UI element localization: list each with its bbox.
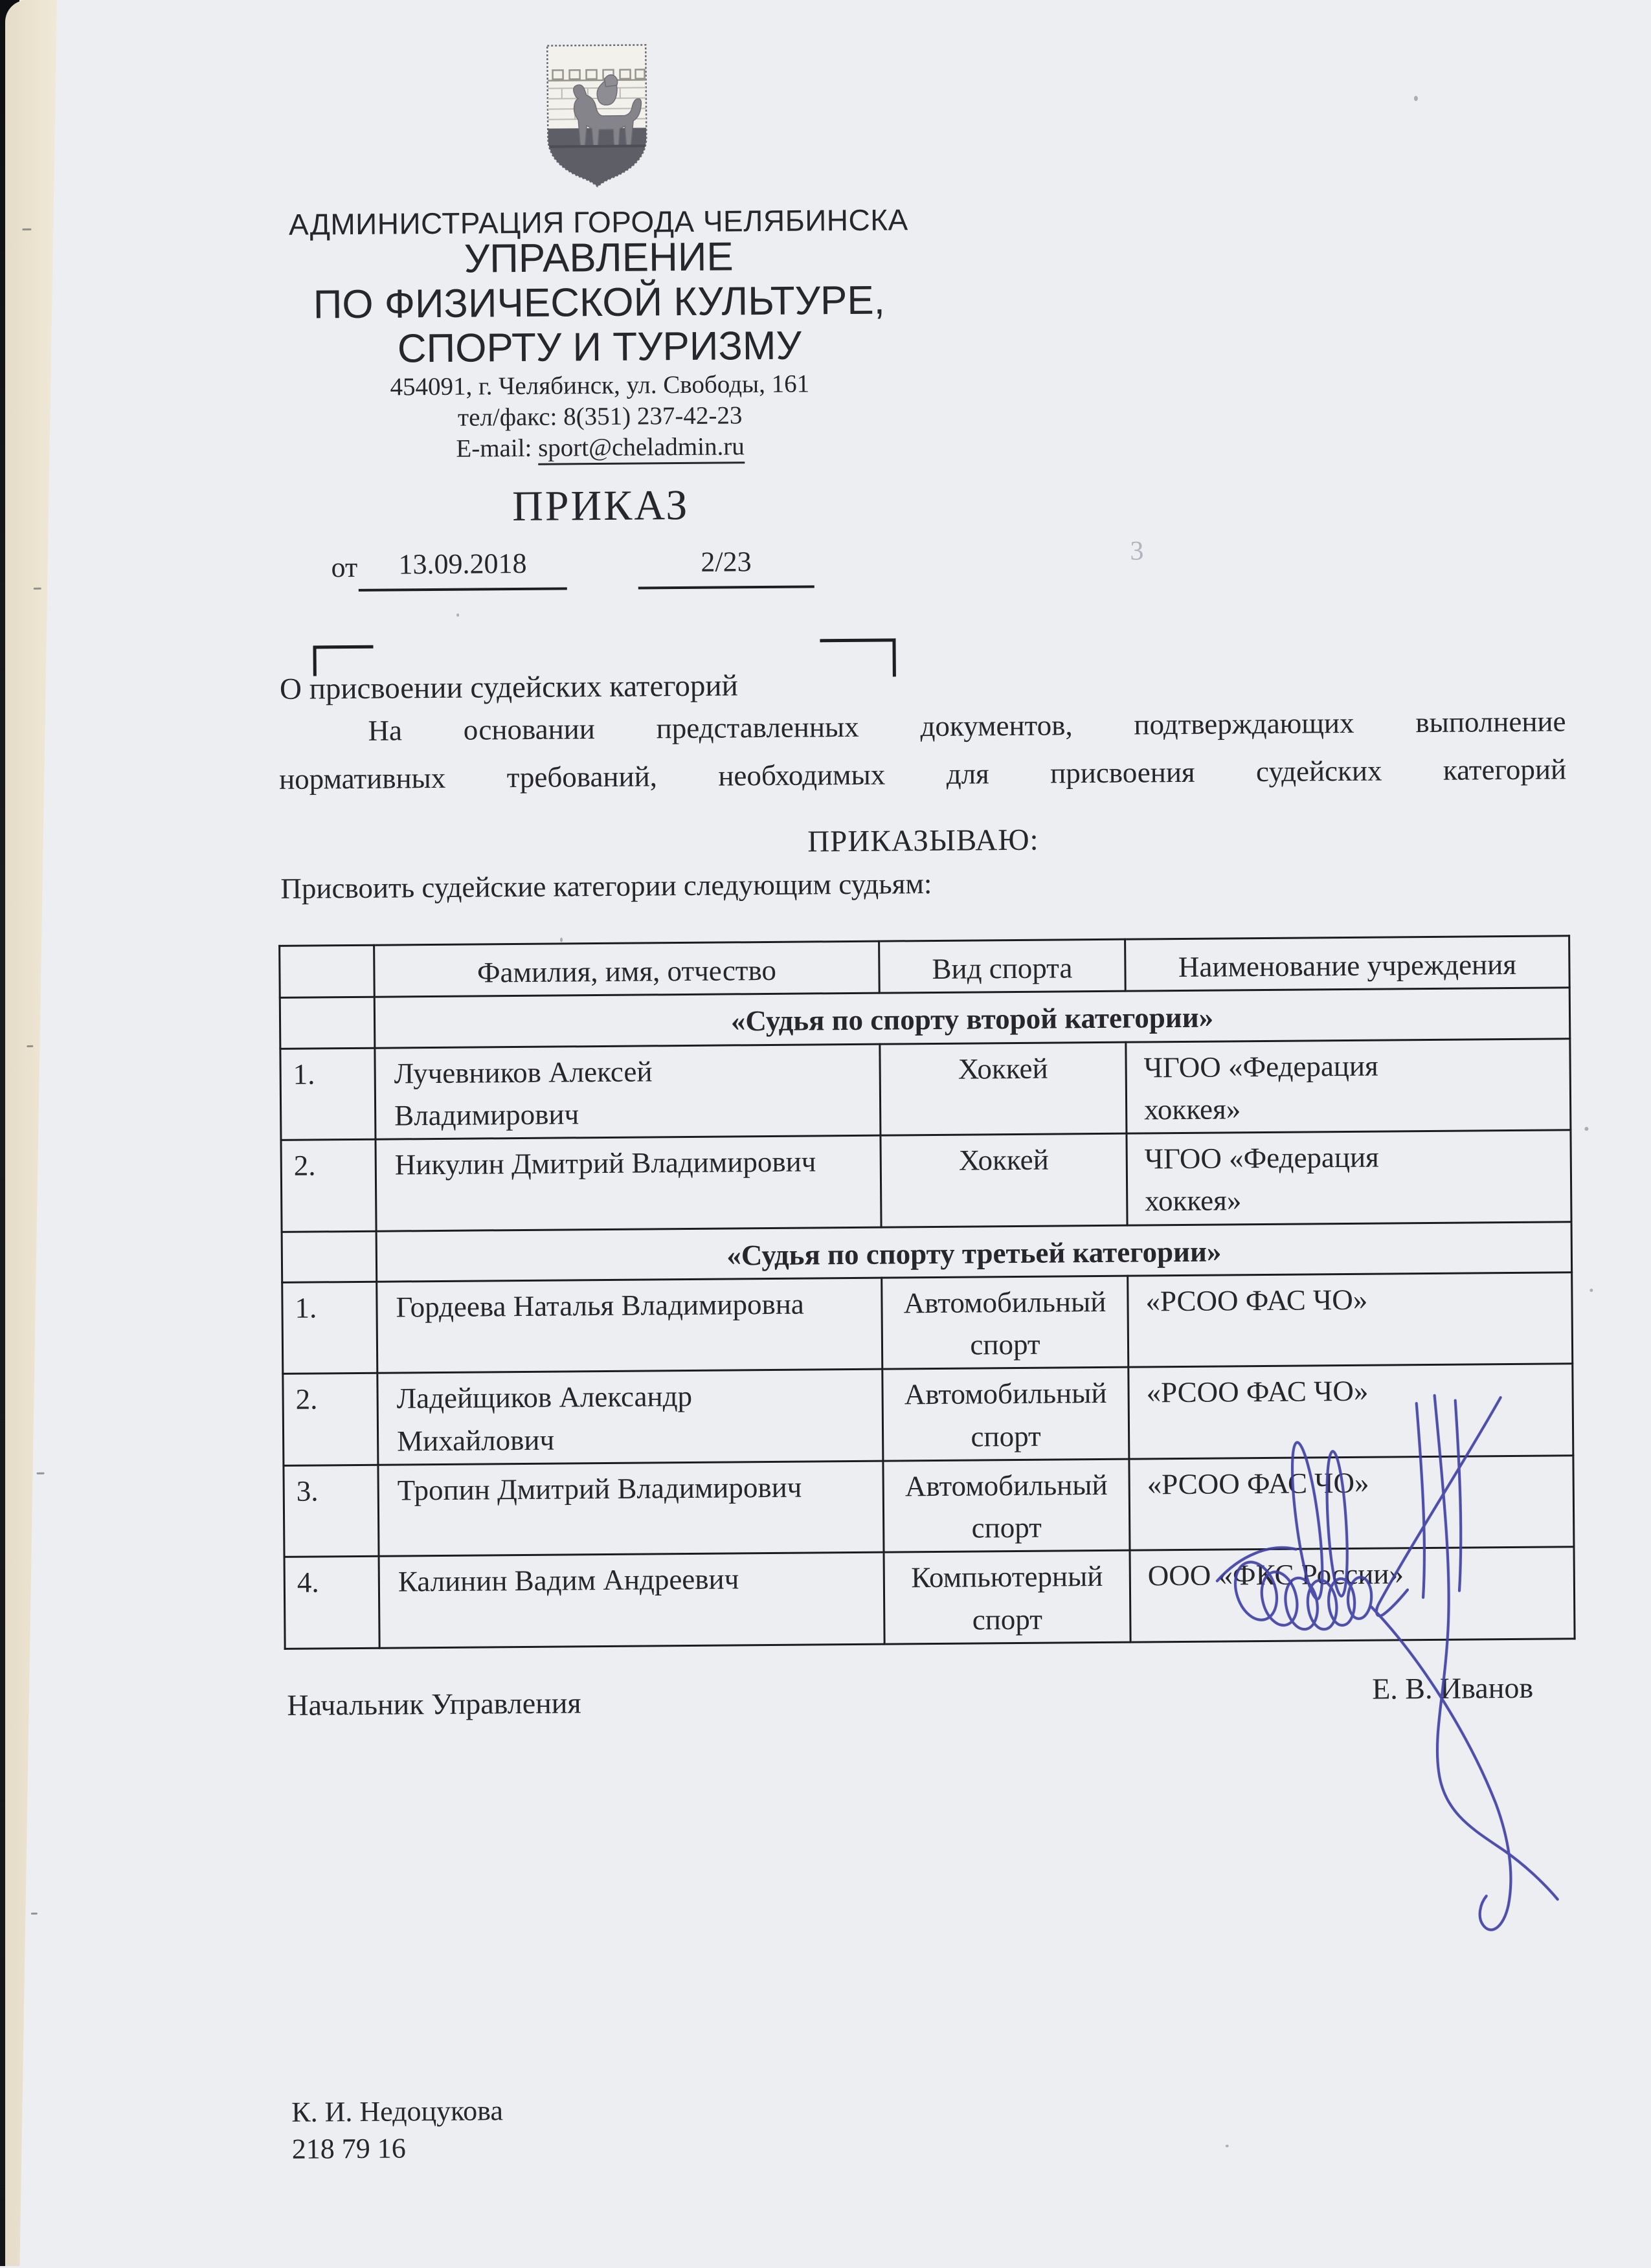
table-header-name: Фамилия, имя, отчество xyxy=(374,941,880,997)
table-row xyxy=(281,1130,1571,1232)
coat-of-arms-icon xyxy=(542,41,652,189)
table-cell-empty xyxy=(280,997,375,1049)
row-number: 4. xyxy=(284,1556,379,1649)
executor-name: К. И. Недоцукова xyxy=(291,2094,503,2129)
institution: «РСОО ФАС ЧО» xyxy=(1129,1364,1573,1459)
org-name-line2: УПРАВЛЕНИЕ xyxy=(272,233,927,283)
paper-edge-mark xyxy=(34,588,41,590)
institution: ЧГОО «Федерация хоккея» xyxy=(1126,1038,1571,1133)
row-number: 1. xyxy=(282,1282,377,1374)
sport-type: Автомобильный спорт xyxy=(882,1276,1129,1369)
signature-icon xyxy=(1208,1383,1591,1958)
org-name-block xyxy=(272,233,927,372)
paper-edge-mark xyxy=(31,1913,38,1915)
email-address: sport@cheladmin.ru xyxy=(538,432,745,465)
dust-speck xyxy=(560,937,563,942)
org-email-line xyxy=(273,430,927,466)
org-name-line3: ПО ФИЗИЧЕСКОЙ КУЛЬТУРЕ, xyxy=(272,278,927,328)
stray-pen-mark: 3 xyxy=(1130,535,1143,566)
org-contact-block xyxy=(273,368,927,466)
institution: «РСОО ФАС ЧО» xyxy=(1129,1455,1574,1550)
table-header-row xyxy=(280,936,1570,998)
section-title: «Судья по спорту третьей категории» xyxy=(376,1221,1572,1282)
institution: ЧГОО «Федерация хоккея» xyxy=(1127,1130,1571,1225)
body-paragraph-line1: На основании представленных документов, подтверждающих выполнение xyxy=(278,704,1566,748)
org-name-line4: СПОРТУ И ТУРИЗМУ xyxy=(273,322,927,372)
executor-phone: 218 79 16 xyxy=(292,2131,406,2165)
date-label: от xyxy=(331,551,357,584)
sport-type: Компьютерный спорт xyxy=(884,1550,1130,1643)
dust-speck xyxy=(1414,96,1418,101)
table-header-sport: Вид спорта xyxy=(879,939,1126,993)
order-date: 13.09.2018 xyxy=(358,546,567,592)
subject-corner-mark-right xyxy=(820,638,895,677)
dust-speck xyxy=(1226,2144,1229,2147)
dust-speck xyxy=(1584,1127,1588,1131)
table-row xyxy=(282,1272,1573,1373)
email-label: E-mail: xyxy=(456,434,538,463)
table-row xyxy=(280,1038,1571,1140)
sport-type: Автомобильный спорт xyxy=(882,1367,1129,1460)
row-number: 2. xyxy=(281,1139,376,1232)
institution: «РСОО ФАС ЧО» xyxy=(1128,1272,1573,1367)
signer-position: Начальник Управления xyxy=(287,1685,581,1722)
sport-type: Автомобильный спорт xyxy=(883,1459,1130,1552)
judge-name: Калинин Вадим Андреевич xyxy=(379,1552,884,1648)
table-cell-empty xyxy=(282,1231,377,1282)
org-name-line1: АДМИНИСТРАЦИЯ ГОРОДА ЧЕЛЯБИНСКА xyxy=(271,202,925,242)
paper-edge-mark xyxy=(22,228,31,230)
section-title: «Судья по спорту второй категории» xyxy=(374,988,1570,1048)
row-number: 3. xyxy=(284,1465,379,1557)
table-header-empty xyxy=(280,945,375,997)
body-paragraph-line2: нормативных требований, необходимых для присвоения судейских категорий xyxy=(279,752,1566,796)
signer-name: Е. В. Иванов xyxy=(1372,1671,1533,1706)
judge-name xyxy=(377,1369,883,1465)
decree-word: ПРИКАЗЫВАЮ: xyxy=(280,818,1567,863)
judge-name: Тропин Дмитрий Владимирович xyxy=(378,1461,884,1557)
paper-edge-mark xyxy=(37,1473,45,1474)
org-address: 454091, г. Челябинск, ул. Свободы, 161 xyxy=(273,368,927,404)
row-number: 2. xyxy=(283,1373,378,1465)
order-subject: О присвоении судейских категорий xyxy=(280,668,738,707)
order-number: 2/23 xyxy=(638,544,814,589)
row-number: 1. xyxy=(280,1048,376,1140)
document-type-title: ПРИКАЗ xyxy=(274,479,928,533)
paper-edge-mark xyxy=(27,1045,33,1047)
sport-type: Хоккей xyxy=(880,1042,1127,1135)
judge-name: Гордеева Наталья Владимировна xyxy=(377,1278,882,1373)
judge-name-text: Ладейщиков Александр Михайлович xyxy=(396,1375,785,1462)
table-header-org: Наименование учреждения xyxy=(1125,936,1570,992)
dust-speck xyxy=(456,614,459,617)
institution: ООО «ФКС России» xyxy=(1130,1547,1575,1642)
sport-type: Хоккей xyxy=(881,1133,1127,1227)
org-phone: тел/факс: 8(351) 237-42-23 xyxy=(273,399,927,435)
judge-name: Никулин Дмитрий Владимирович xyxy=(376,1135,881,1231)
judge-name: Лучевников Алексей Владимирович xyxy=(375,1044,881,1140)
table-intro-line: Присвоить судейские категории следующим судьям: xyxy=(280,867,932,906)
dust-speck xyxy=(1589,1289,1593,1292)
